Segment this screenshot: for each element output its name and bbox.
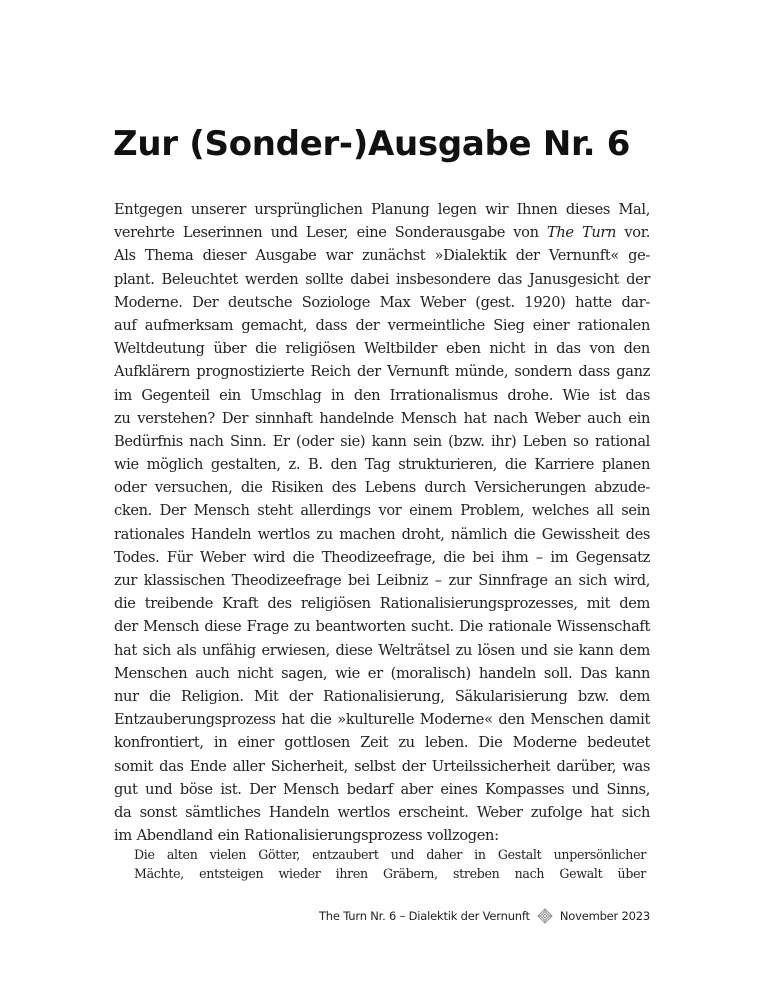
body-line: gut und böse ist. Der Mensch bedarf aber eines Kompasses und Sinns, [114, 780, 650, 798]
body-line: wie möglich gestalten, z. B. den Tag strukturieren, die Karriere planen [114, 456, 650, 474]
body-line: plant. Beleuchtet werden sollte dabei insbesondere das Janusgesicht der [114, 270, 650, 288]
page-title: Zur (Sonder-)Ausgabe Nr. 6 [113, 124, 631, 164]
body-paragraph [114, 198, 650, 847]
body-line: cken. Der Mensch steht allerdings vor einem Problem, welches all sein [114, 502, 650, 520]
block-quote [134, 845, 646, 883]
diamond-spiral-icon [537, 908, 553, 924]
footer-issue-title: The Turn Nr. 6 – Dialektik der Vernunft [318, 909, 530, 923]
body-line: da sonst sämtliches Handeln wertlos erscheint. Weber zufolge hat sich [114, 803, 650, 821]
body-line: Weltdeutung über die religiösen Weltbilder eben nicht in das von den [114, 340, 650, 358]
body-line: zur klassischen Theodizeefrage bei Leibniz – zur Sinnfrage an sich wird, [114, 572, 650, 589]
body-line: Menschen auch nicht sagen, wie er (moralisch) handeln soll. Das kann [114, 664, 650, 682]
body-line: Als Thema dieser Ausgabe war zunächst »Dialektik der Vernunft« ge- [114, 247, 650, 265]
body-line: Aufklärern prognostizierte Reich der Vernunft münde, sondern dass ganz [114, 363, 650, 381]
body-line: Moderne. Der deutsche Soziologe Max Weber (gest. 1920) hatte dar- [114, 293, 650, 311]
body-line: oder versuchen, die Risiken des Lebens durch Versicherungen abzude- [114, 479, 650, 497]
footer-date: November 2023 [559, 909, 650, 923]
body-line: im Gegenteil ein Umschlag in den Irrationalismus drohe. Wie ist das [114, 386, 650, 404]
body-line: Bedürfnis nach Sinn. Er (oder sie) kann sein (bzw. ihr) Leben so rational [114, 432, 650, 450]
body-line: hat sich als unfähig erwiesen, diese Welträtsel zu lösen und sie kann dem [114, 641, 650, 659]
body-line: somit das Ende aller Sicherheit, selbst der Urteilssicherheit darüber, was [114, 757, 650, 775]
body-line: konfrontiert, in einer gottlosen Zeit zu leben. Die Moderne bedeutet [114, 734, 650, 752]
body-line: die treibende Kraft des religiösen Rationalisierungsprozesses, mit dem [114, 595, 650, 613]
body-line: nur die Religion. Mit der Rationalisierung, Säkularisierung bzw. dem [114, 687, 650, 705]
quote-line: Die alten vielen Götter, entzaubert und daher in Gestalt unpersönlicher [134, 847, 646, 862]
body-line: der Mensch diese Frage zu beantworten sucht. Die rationale Wissenschaft [114, 618, 650, 636]
body-line: Entgegen unserer ursprünglichen Planung legen wir Ihnen dieses Mal, [114, 201, 650, 218]
body-line: rationales Handeln wertlos zu machen droht, nämlich die Gewissheit des [114, 525, 650, 543]
body-line: Todes. Für Weber wird die Theodizeefrage, die bei ihm – im Gegensatz [114, 548, 650, 566]
body-line: verehrte Leserinnen und Leser, eine Sonderausgabe von The Turn vor. [114, 224, 651, 242]
body-line: zu verstehen? Der sinnhaft handelnde Mensch hat nach Weber auch ein [114, 409, 650, 427]
page-footer [306, 908, 650, 924]
body-line: auf aufmerksam gemacht, dass der vermeintliche Sieg einer rationalen [114, 316, 650, 334]
quote-line: Mächte, entsteigen wieder ihren Gräbern, streben nach Gewalt über [134, 866, 646, 881]
body-line: Entzauberungsprozess hat die »kulturelle Moderne« den Menschen damit [114, 711, 650, 729]
body-line: im Abendland ein Rationalisierungsprozess vollzogen: [114, 827, 499, 845]
journal-title: The Turn [546, 224, 617, 242]
